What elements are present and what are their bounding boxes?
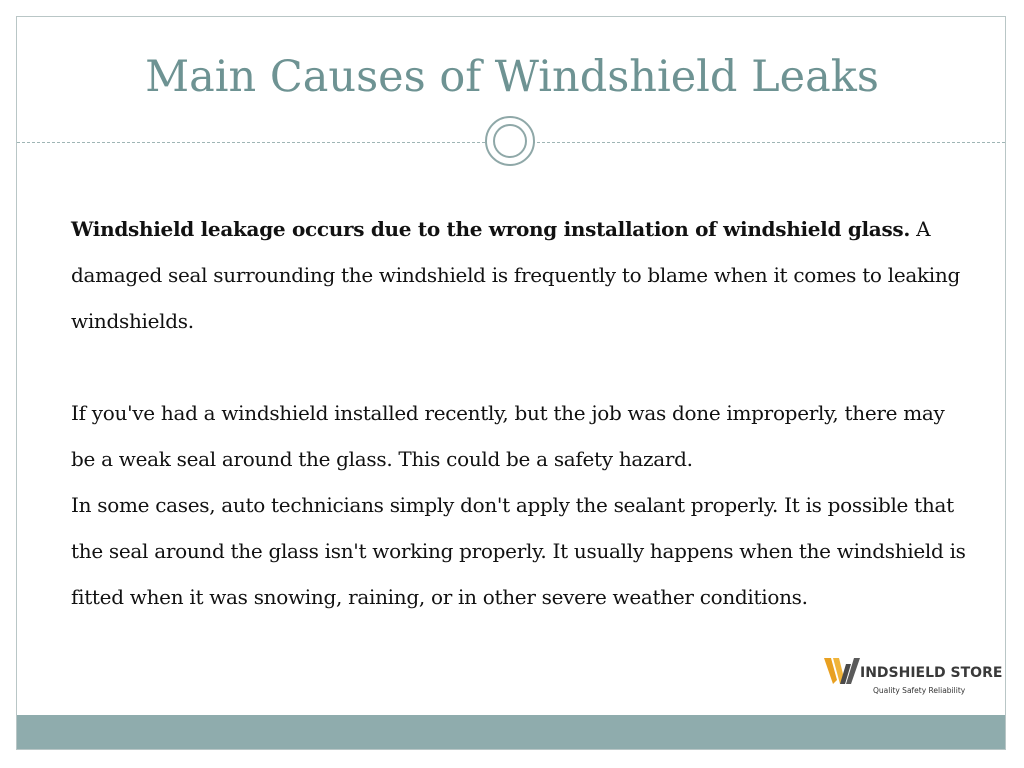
paragraph-gap (71, 344, 971, 390)
logo-tagline: Quality Safety Reliability (873, 686, 966, 695)
slide-body (71, 206, 971, 620)
paragraph-installation: If you've had a windshield installed recently, but the job was done improperly, there may be a weak seal around the glass. This could be a safety hazard. (71, 401, 945, 471)
divider-ring-inner (493, 124, 527, 158)
footer-bar (17, 715, 1005, 749)
slide-title: Main Causes of Windshield Leaks (145, 52, 879, 102)
divider-ring-ornament (485, 116, 535, 166)
logo-name: INDSHIELD STORE (860, 665, 1003, 681)
w-logo-icon (824, 656, 862, 686)
windshield-store-logo (824, 652, 1004, 702)
paragraph-intro (71, 206, 971, 344)
paragraph-intro-bold: Windshield leakage occurs due to the wrong installation of windshield glass. (71, 217, 911, 241)
paragraph-sealant: In some cases, auto technicians simply don't apply the sealant properly. It is possible that the seal around the glass isn't working properly. It usually happens when the windshield is fitted when it was snowing, raining, or in other severe weather conditions. (71, 493, 966, 609)
paragraph-intro-rest: A damaged seal surrounding the windshield is frequently to blame when it comes to leaking windshields. (71, 217, 960, 333)
